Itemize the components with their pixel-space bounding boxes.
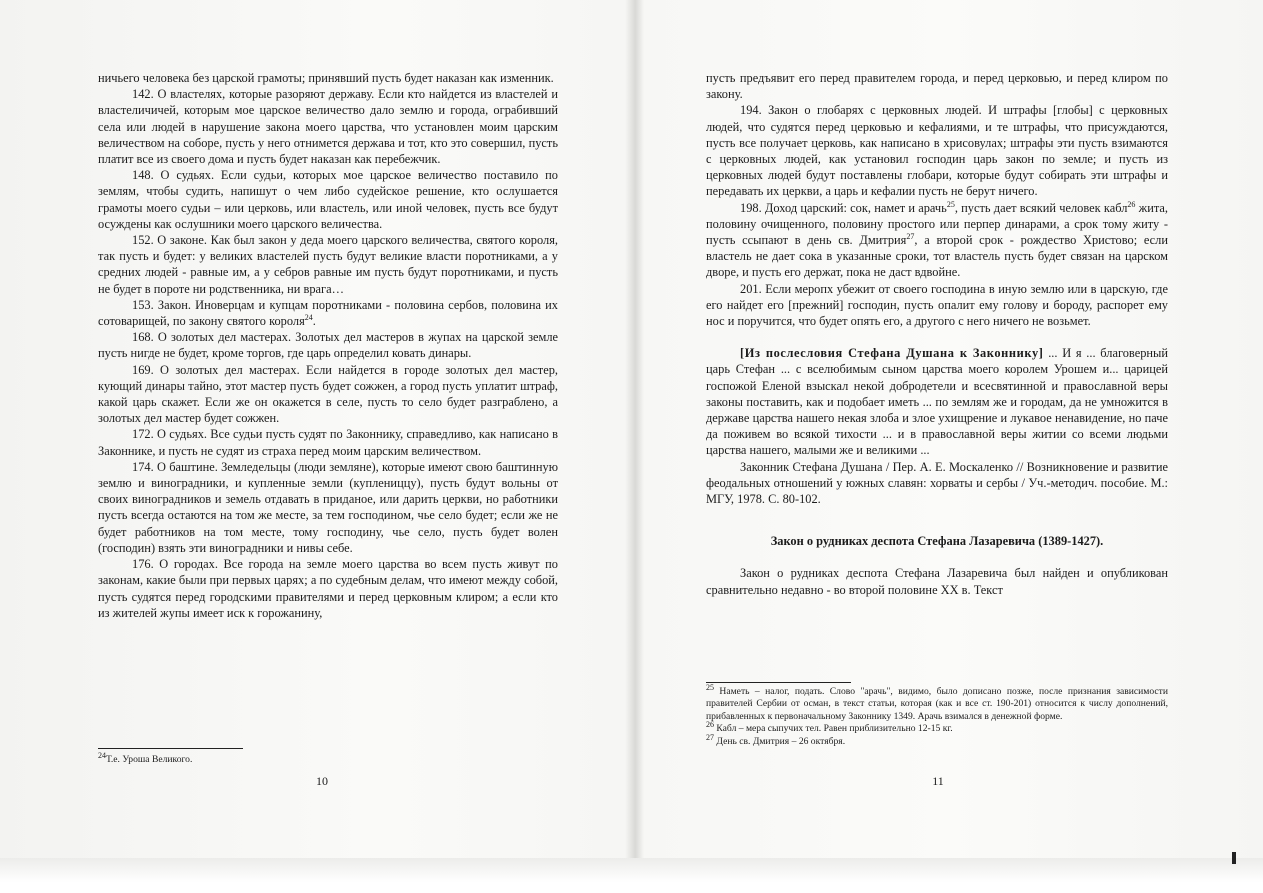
article-198-text: 198. Доход царский: сок, намет и арачь <box>740 200 947 215</box>
section-intro: Закон о рудниках деспота Стефана Лазаревича был найден и опубликован сравнительно недавно - во второй половине XX в. Текст <box>706 566 1168 597</box>
footnote-ref-27: 27 <box>906 231 915 241</box>
footnote-number: 26 <box>706 720 714 730</box>
footnote-number: 27 <box>706 732 714 742</box>
footnote-divider <box>98 748 243 749</box>
article-148: 148. О судьях. Если судьи, которых мое царское величество поставило по землям, чтобы судить, напишут о чем либо судейское решение, кто ослушается грамоты моего судьи – или церковь, или властель, или иной человек, пусть все будут осуждены как ослушники моего царского величества. <box>98 168 558 231</box>
scan-mark <box>1232 852 1236 864</box>
section-title: Закон о рудниках деспота Стефана Лазаревича (1389-1427). <box>770 534 1104 549</box>
footnote-number: 24 <box>98 750 106 760</box>
article-152: 152. О законе. Как был закон у деда моего царского величества, святого короля, так пусть и будет: у великих властелей пусть будут великие власти поротниками, а у средних людей - равные им, а у себров равные им пусть будут поротниками, и пусть не будет в пороте ни родственника, ни врага… <box>98 233 558 296</box>
article-198-text: , пусть дает всякий человек кабл <box>954 200 1128 215</box>
left-footnotes <box>98 750 558 766</box>
afterword-text: ... И я ... благоверный царь Стефан ... с вселюбимым сыном царства моего королем Урошем и... царицей госпожой Еленой взыскал некой добродетели и всесвятинной и православной веры законы поставить, как и подобает иметь ... по землям же и городам, да не умножится в державе царства нашего некая злоба и злое ухищрение и лукавое ненавидение, но паче да поживем во всякой тихости ... и в православной веры житии со всеми людьми царства нашего, малыми же и великими ... <box>706 346 1168 458</box>
afterword <box>706 345 1168 458</box>
footnote-text: День св. Дмитрия – 26 октября. <box>716 735 846 747</box>
right-page-text <box>706 70 1168 598</box>
article-198-text: , а второй срок - рождество Христово; если властель не дает сока в указанные сроки, тот властель пусть будет связан на царском дворе, и пусть его держат, пока не даст вдвойне. <box>706 233 1168 280</box>
paragraph: ничьего человека без царской грамоты; принявший пусть будет наказан как изменник. <box>98 71 554 85</box>
page-number-right: 11 <box>932 774 944 788</box>
afterword-title: [Из послесловия Стефана Душана к Законнику] <box>740 346 1044 361</box>
footnote-ref-24: 24 <box>304 312 313 322</box>
footnote-ref-25: 25 <box>946 199 955 209</box>
footnote-27 <box>706 732 1168 748</box>
footnote-text: Кабл – мера сыпучих тел. Равен приблизительно 12-15 кг. <box>716 723 953 735</box>
article-198 <box>706 200 1168 281</box>
footnote-text: Наметь – налог, подать. Слово "арачь", видимо, было дописано позже, после признания зависимости правителей Сербии от осман, в текст статьи, которая (как и все ст. 190-201) относится к числу дополнений, прибавленных к первоначальному Законнику 1349. Арачь взимался в денежной форме. <box>706 686 1168 722</box>
article-194: 194. Закон о глобарях с церковных людей. И штрафы [глобы] с церковных людей, что судятся перед церковью и кефалиями, и те штрафы, что присуждаются, пусть все получает церковь, как написано в хрисовулах; штрафы эти пусть взимаются с церковных людей, как установил господин царь закон по земле; и пусть из церковных людей будут поставлены глобари, которые будут собирать эти штрафы и передавать их церкви, а царь и кефалии пусть не берут ничего. <box>706 103 1168 199</box>
footnote-ref-26: 26 <box>1127 199 1136 209</box>
footnote-24 <box>98 750 558 766</box>
article-201: 201. Если меропх убежит от своего господина в иную землю или в царскую, где его найдет его [прежний] господин, пусть опалит ему голову и бороду, распорет ему нос и поручится, что будет опять его, а другого с него ничего не возьмет. <box>706 281 1168 329</box>
right-footnotes <box>706 682 1168 748</box>
left-page-text <box>98 70 558 621</box>
article-142: 142. О властелях, которые разоряют державу. Если кто найдется из властелей и властеличичей, которым мое царское величество дало землю и города, ограбивший села или людей в нарушение закона моего царства, что установлен моим царским величеством на соборе, пусть у него отнимется держава и тот, кто это совершил, пусть платит все из своего дома и пусть будет наказан как перебежчик. <box>98 87 558 167</box>
article-169: 169. О золотых дел мастерах. Если найдется в городе золотых дел мастер, кующий динары тайно, этот мастер пусть будет сожжен, а город пусть уплатит штраф, какой царь скажет. Если же он окажется в селе, пусть то село будет разграблено, а золотых дел мастер будет сожжен. <box>98 362 558 426</box>
article-168: 168. О золотых дел мастерах. Золотых дел мастеров в жупах на царской земле пусть нигде не будет, кроме торгов, где царь определил ковать динары. <box>98 330 558 361</box>
article-153-tail: . <box>312 314 316 329</box>
footnote-text: Т.е. Уроша Великого. <box>106 754 193 765</box>
article-198-text: жита, половину очищенного, половину простого или перпер динарами, а срок тому житу - пусть ссыпают в день св. Дмитрия <box>706 200 1169 248</box>
scan-edge <box>0 858 1263 893</box>
footnote-divider <box>706 682 851 683</box>
footnote-number: 25 <box>706 682 714 692</box>
paragraph: пусть предъявит его перед правителем города, и перед церковью, и перед клиром по закону. <box>706 71 1168 102</box>
footnote-25 <box>706 682 1168 723</box>
article-153 <box>98 297 558 329</box>
article-153-text: 153. Закон. Иноверцам и купцам поротниками - половина сербов, половина их сотоварищей, по закону святого короля <box>98 297 558 329</box>
page-number-left: 10 <box>316 774 328 788</box>
article-176: 176. О городах. Все города на земле моего царства во всем пусть живут по законам, какие были при первых царях; а по судебным делам, что имеют между собой, пусть судятся перед городскими правителями и перед церковным клиром; а если кто из жителей жупы имеет иск к горожанину, <box>98 557 558 620</box>
citation: Законник Стефана Душана / Пер. А. Е. Москаленко // Возникновение и развитие феодальных отношений у южных славян: хорваты и сербы / Уч.-методич. пособие. М.: МГУ, 1978. С. 80-102. <box>706 459 1168 507</box>
article-174: 174. О баштине. Земледельцы (люди земляне), которые имеют свою баштинную землю и виноградники, и купленные земли (куплениццу), пусть будут вольны от своих виноградников и земель отдавать в приданое, или дарить церкви, но работники пусть всегда остаются на том же месте, за тем господином, чье село будет; если же не будет работников на том месте, тому господину, чье село, пусть будет волен (господин) взять эти виноградники и нивы себе. <box>98 459 558 555</box>
article-172: 172. О судьях. Все судьи пусть судят по Законнику, справедливо, как написано в Законнике, и пусть не судят из страха перед моим царским величеством. <box>98 427 558 458</box>
footnote-26 <box>706 720 1168 735</box>
